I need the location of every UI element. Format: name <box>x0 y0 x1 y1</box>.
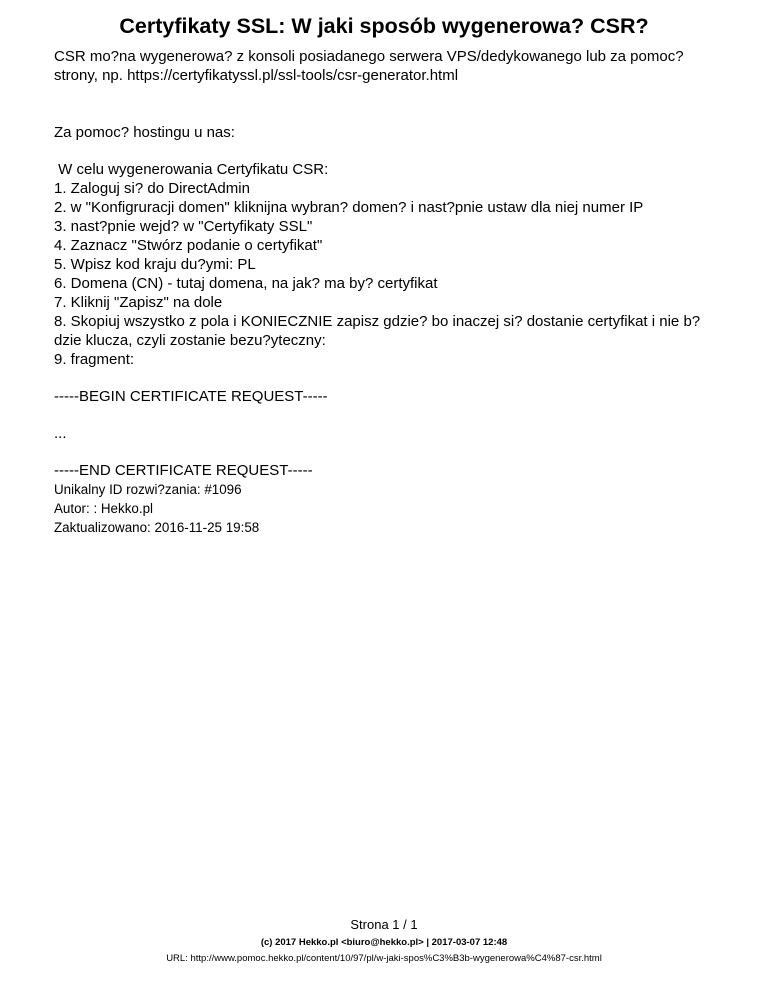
article-body <box>54 47 714 537</box>
intro-paragraph: CSR mo?na wygenerowa? z konsoli posiadanego serwera VPS/dedykowanego lub za pomoc? strony, np. https://certyfikatyssl.pl/ssl-tools/csr-generator.html <box>54 48 684 84</box>
step-item: 6. Domena (CN) - tutaj domena, na jak? ma by? certyfikat <box>54 275 438 292</box>
step-item: 2. w "Konfigruracji domen" kliknijna wybran? domen? i nast?pnie ustaw dla niej numer IP <box>54 199 644 216</box>
step-item: 9. fragment: <box>54 351 135 368</box>
csr-begin: -----BEGIN CERTIFICATE REQUEST----- <box>54 388 328 405</box>
steps-list <box>54 179 714 369</box>
step-item: 5. Wpisz kod kraju du?ymi: PL <box>54 256 256 273</box>
page-number: Strona 1 / 1 <box>350 917 418 932</box>
step-item: 7. Kliknij "Zapisz" na dole <box>54 294 223 311</box>
article-meta <box>54 480 714 537</box>
hosting-heading: Za pomoc? hostingu u nas: <box>54 124 235 141</box>
csr-end: -----END CERTIFICATE REQUEST----- <box>54 462 313 479</box>
updated-date: Zaktualizowano: 2016-11-25 19:58 <box>54 520 260 535</box>
step-item: 3. nast?pnie wejd? w "Certyfikaty SSL" <box>54 218 313 235</box>
step-item: 1. Zaloguj si? do DirectAdmin <box>54 180 250 197</box>
csr-ellipsis: ... <box>54 425 67 442</box>
page-title: Certyfikaty SSL: W jaki sposób wygenerowa? CSR? <box>119 14 649 38</box>
step-item: 8. Skopiuj wszystko z pola i KONIECZNIE zapisz gdzie? bo inaczej si? dostanie certyfikat i nie b?dzie klucza, czyli zostanie bezu?yteczny: <box>54 313 701 349</box>
steps-heading: W celu wygenerowania Certyfikatu CSR: <box>54 161 329 178</box>
copyright: (c) 2017 Hekko.pl <biuro@hekko.pl> | 2017-03-07 12:48 <box>260 937 508 948</box>
author: Autor: : Hekko.pl <box>54 501 153 516</box>
solution-id: Unikalny ID rozwi?zania: #1096 <box>54 482 242 497</box>
step-item: 4. Zaznacz "Stwórz podanie o certyfikat" <box>54 237 323 254</box>
source-url: URL: http://www.pomoc.hekko.pl/content/10/97/pl/w-jaki-spos%C3%B3b-wygenerowa%C4%87-csr.html <box>166 953 602 964</box>
